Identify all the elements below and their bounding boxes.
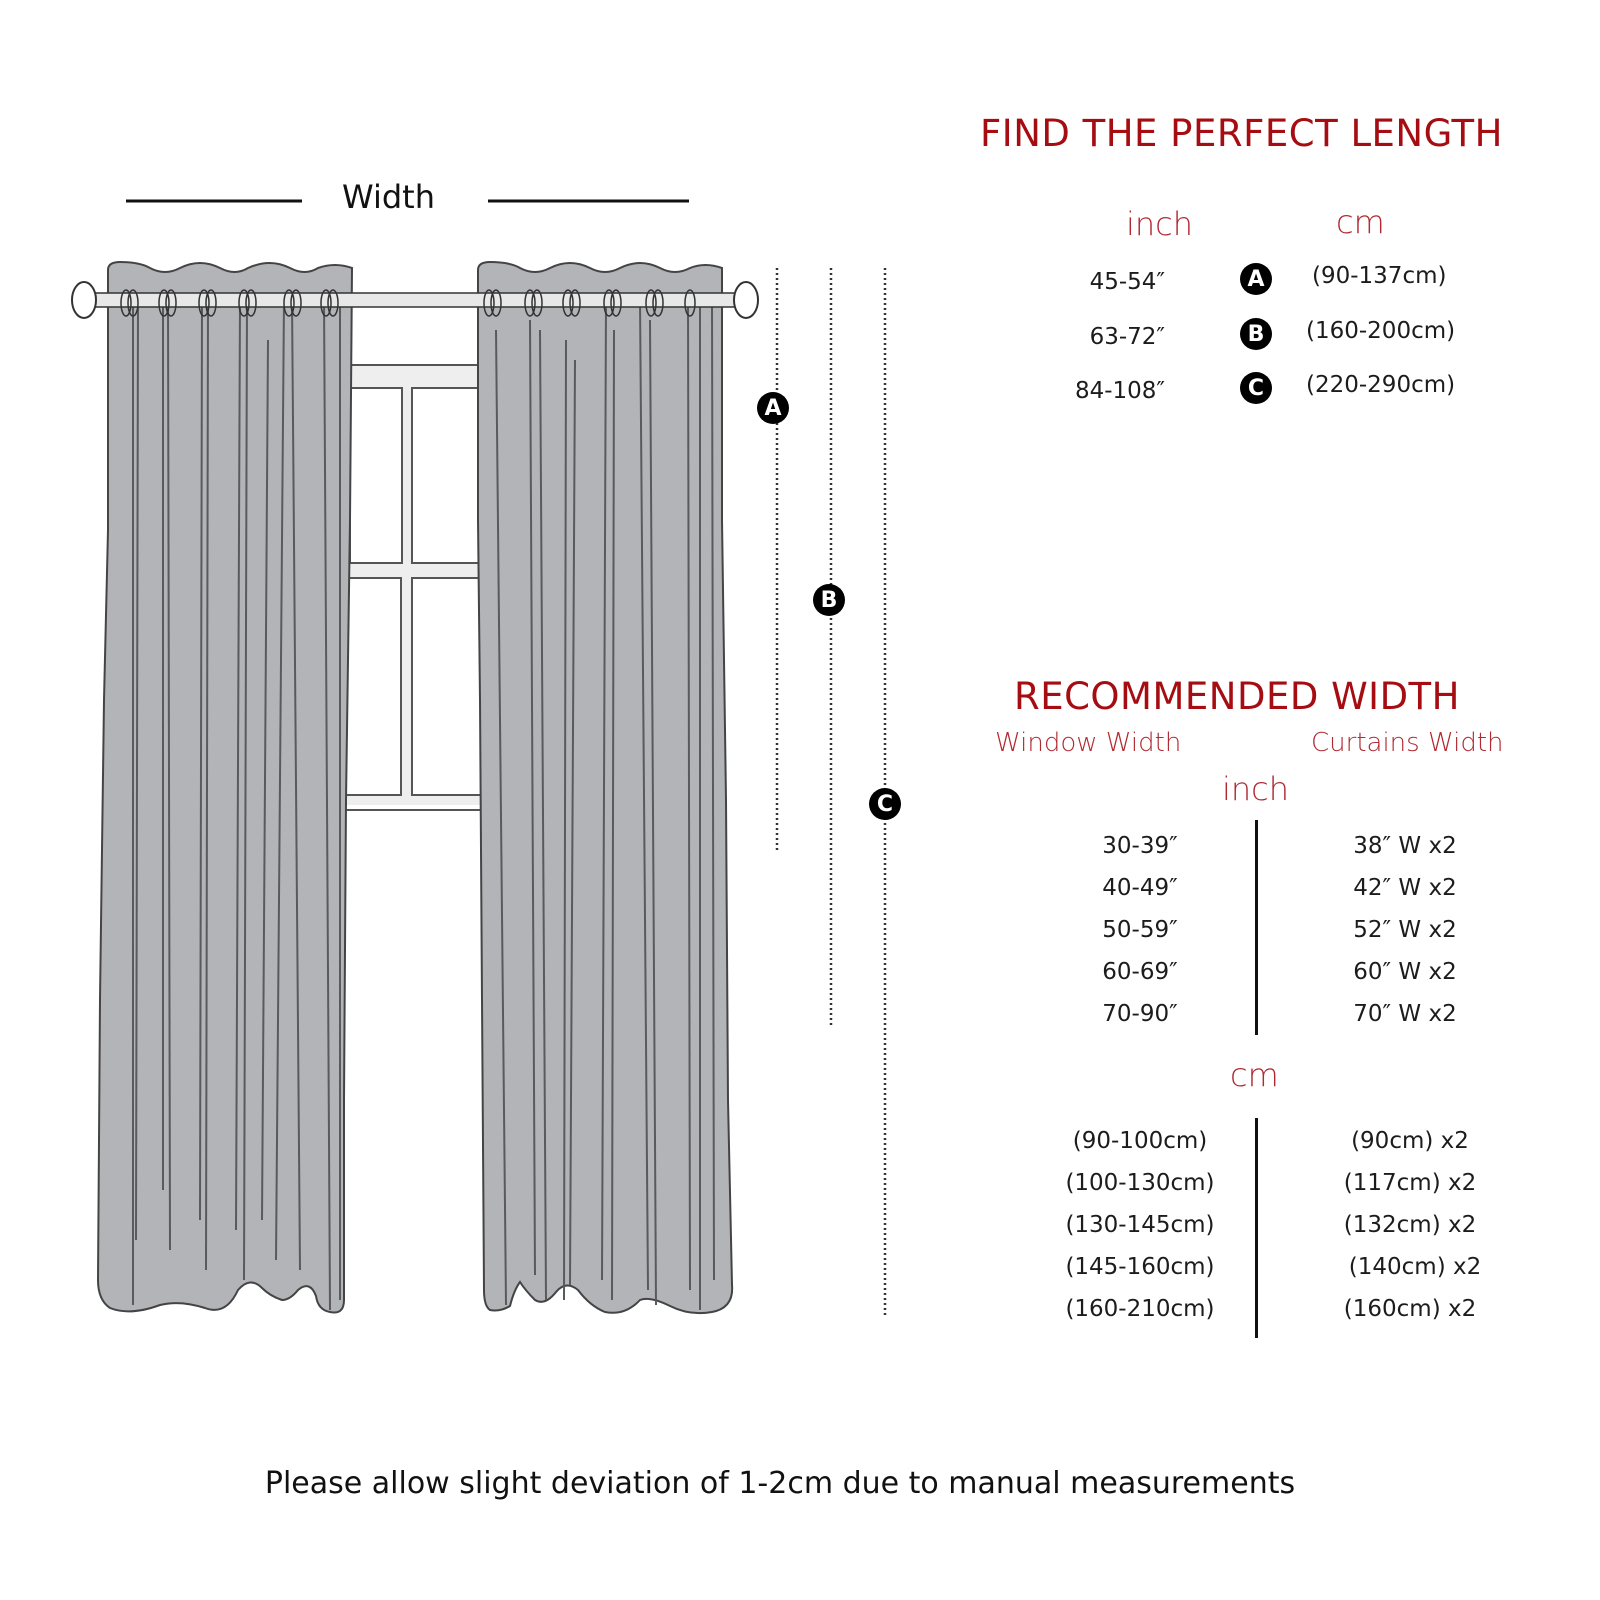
length-section-title: FIND THE PERFECT LENGTH (980, 112, 1503, 155)
marker-c-icon: C (869, 788, 901, 820)
window-width: 70-90″ (1102, 1001, 1178, 1027)
width-row-cm (1000, 1170, 1500, 1206)
length-cm: (220-290cm) (1306, 372, 1456, 398)
right-curtain-panel (478, 262, 732, 1313)
width-row-inch (1000, 959, 1500, 995)
length-col-cm: cm (1336, 203, 1385, 241)
curtains-width: 42″ W x2 (1353, 875, 1457, 901)
curtains-width: (117cm) x2 (1343, 1170, 1477, 1196)
left-curtain-panel (98, 262, 352, 1313)
marker-b-icon: B (813, 584, 845, 616)
width-label: Width (342, 178, 435, 216)
curtains-width: (132cm) x2 (1343, 1212, 1477, 1238)
marker-a-icon: A (1240, 263, 1272, 295)
col-window-width: Window Width (995, 728, 1182, 758)
window-width: (100-130cm) (1065, 1170, 1215, 1196)
window-width: 50-59″ (1102, 917, 1178, 943)
col-curtains-width: Curtains Width (1311, 728, 1504, 758)
curtains-width: 70″ W x2 (1353, 1001, 1457, 1027)
length-row (1060, 372, 1480, 408)
width-row-cm (1000, 1296, 1500, 1332)
curtains-width: (140cm) x2 (1348, 1254, 1482, 1280)
length-inch: 63-72″ (1089, 324, 1165, 350)
width-row-inch (1000, 1001, 1500, 1037)
curtains-width: 60″ W x2 (1353, 959, 1457, 985)
width-row-cm (1000, 1212, 1500, 1248)
width-row-cm (1000, 1254, 1500, 1290)
width-section-title: RECOMMENDED WIDTH (1014, 675, 1460, 718)
inch-label: inch (1222, 770, 1290, 808)
width-row-inch (1000, 917, 1500, 953)
length-cm: (90-137cm) (1312, 263, 1447, 289)
marker-c-icon: C (1240, 372, 1272, 404)
curtains-width: 52″ W x2 (1353, 917, 1457, 943)
length-inch: 45-54″ (1089, 269, 1165, 295)
curtains-width: (160cm) x2 (1343, 1296, 1477, 1322)
window-width: 30-39″ (1102, 833, 1178, 859)
window-width: (145-160cm) (1065, 1254, 1215, 1280)
width-row-inch (1000, 833, 1500, 869)
window-width: 60-69″ (1102, 959, 1178, 985)
window-width: 40-49″ (1102, 875, 1178, 901)
deviation-note: Please allow slight deviation of 1-2cm due to manual measurements (264, 1466, 1296, 1501)
window-width: (160-210cm) (1065, 1296, 1215, 1322)
length-inch: 84-108″ (1074, 378, 1165, 404)
window-icon (340, 365, 490, 810)
window-width: (130-145cm) (1065, 1212, 1215, 1238)
length-col-inch: inch (1126, 205, 1194, 243)
marker-b-icon: B (1240, 318, 1272, 350)
length-row (1060, 263, 1480, 299)
marker-a-icon: A (757, 392, 789, 424)
cm-label: cm (1230, 1056, 1279, 1094)
width-row-cm (1000, 1128, 1500, 1164)
curtains-width: 38″ W x2 (1353, 833, 1457, 859)
curtains-width: (90cm) x2 (1351, 1128, 1469, 1154)
window-width: (90-100cm) (1072, 1128, 1208, 1154)
length-cm: (160-200cm) (1306, 318, 1456, 344)
length-row (1060, 318, 1480, 354)
width-row-inch (1000, 875, 1500, 911)
